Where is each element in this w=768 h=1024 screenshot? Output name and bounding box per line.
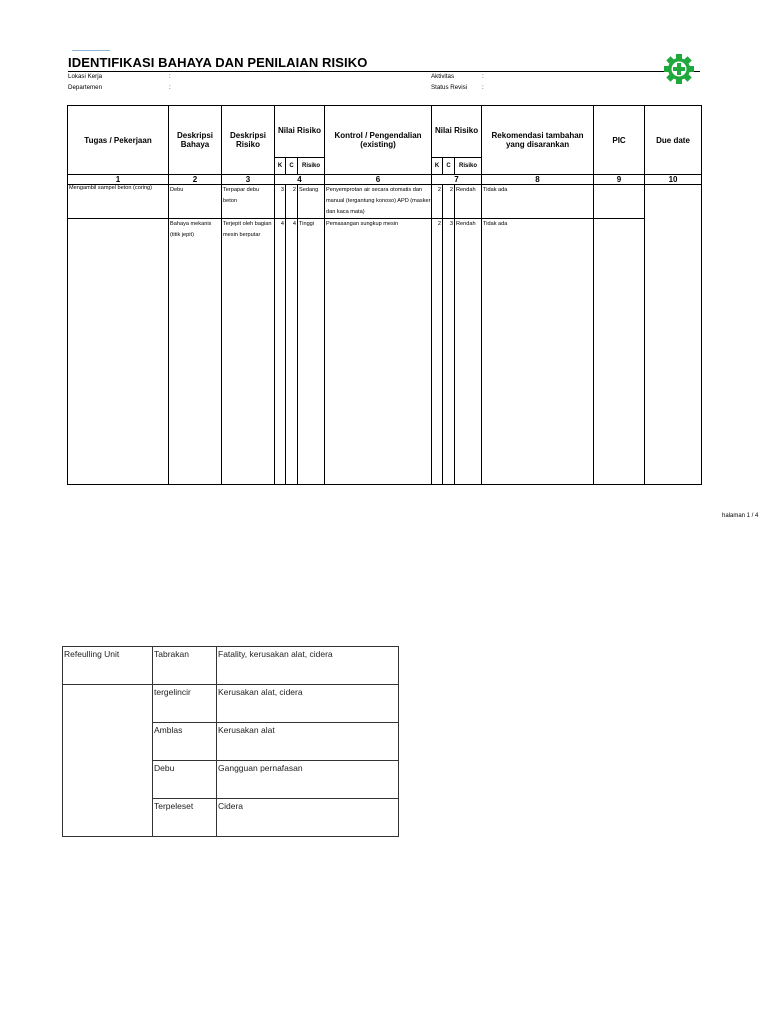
row2-tugas — [68, 219, 169, 485]
activity-cell: Refeulling Unit — [63, 647, 153, 685]
col-number-9: 9 — [594, 175, 645, 185]
refuelling-hazard-table — [62, 646, 399, 837]
row2-kontrol: Pemasangan sungkup mesin — [325, 219, 432, 485]
header-deskripsi-bahaya: Deskripsi Bahaya — [169, 106, 222, 175]
activity-cell-empty — [63, 685, 153, 837]
header-nilai-risiko-2: Nilai Risiko — [432, 106, 482, 158]
effect-cell: Kerusakan alat — [217, 723, 399, 761]
header-accent-line — [72, 50, 110, 51]
col-number-8: 8 — [482, 175, 594, 185]
row2-risiko-desc: Terjepit oleh bagian mesin berputar — [222, 219, 275, 485]
safety-cross-gear-icon — [660, 54, 698, 84]
header-pic: PIC — [594, 106, 645, 175]
status-revisi-colon: : — [482, 84, 484, 91]
header-kontrol: Kontrol / Pengendalian (existing) — [325, 106, 432, 175]
row2-pic — [594, 219, 645, 485]
document-title: IDENTIFIKASI BAHAYA DAN PENILAIAN RISIKO — [68, 55, 368, 70]
row1-kontrol: Penyemprotan air secara otomatis dan manual (tergantung konoso) APD (masker dan kaca mata) — [325, 185, 432, 219]
header-tugas: Tugas / Pekerjaan — [68, 106, 169, 175]
row1-c2: 2 — [443, 185, 455, 219]
status-revisi-label: Status Revisi — [431, 84, 468, 91]
row1-c1: 2 — [286, 185, 298, 219]
header-risiko-2: Risiko — [455, 158, 482, 175]
hazard-cell: Amblas — [153, 723, 217, 761]
effect-cell: Gangguan pernafasan — [217, 761, 399, 799]
row1-pic — [594, 185, 645, 219]
header-c-1: C — [286, 158, 298, 175]
hazard-cell: tergelincir — [153, 685, 217, 723]
risk-assessment-table — [67, 105, 702, 485]
row2-k1: 4 — [275, 219, 286, 485]
effect-cell: Cidera — [217, 799, 399, 837]
col-number-7: 7 — [432, 175, 482, 185]
hazard-cell: Terpeleset — [153, 799, 217, 837]
header-deskripsi-risiko: Deskripsi Risiko — [222, 106, 275, 175]
aktivitas-colon: : — [482, 73, 484, 80]
col-number-3: 3 — [222, 175, 275, 185]
effect-cell: Fatality, kerusakan alat, cidera — [217, 647, 399, 685]
aktivitas-label: Aktivitas — [431, 73, 455, 80]
row2-c2: 3 — [443, 219, 455, 485]
col-number-10: 10 — [645, 175, 702, 185]
col-number-1: 1 — [68, 175, 169, 185]
row1-k2: 2 — [432, 185, 443, 219]
header-risiko-1: Risiko — [298, 158, 325, 175]
header-c-2: C — [443, 158, 455, 175]
row2-bahaya: Bahaya mekanis (titik jepit) — [169, 219, 222, 485]
departemen-colon: : — [169, 84, 171, 91]
row1-tugas: Mengambil sampel beton (coring) — [68, 185, 169, 219]
row2-risk1: Tinggi — [298, 219, 325, 485]
lokasi-label: Lokasi Kerja — [68, 73, 103, 80]
header-nilai-risiko-1: Nilai Risiko — [275, 106, 325, 158]
row1-k1: 3 — [275, 185, 286, 219]
title-underline — [68, 71, 700, 72]
row2-k2: 2 — [432, 219, 443, 485]
col-number-2: 2 — [169, 175, 222, 185]
row1-risk1: Sedang — [298, 185, 325, 219]
departemen-label: Departemen — [68, 84, 103, 91]
col-number-4: 4 — [275, 175, 325, 185]
hazard-cell: Tabrakan — [153, 647, 217, 685]
row2-rekomendasi: Tidak ada — [482, 219, 594, 485]
col-number-6: 6 — [325, 175, 432, 185]
page-number: halaman 1 / 4 — [722, 513, 759, 519]
hazard-cell: Debu — [153, 761, 217, 799]
header-k-1: K — [275, 158, 286, 175]
row2-c1: 4 — [286, 219, 298, 485]
row1-bahaya: Debu — [169, 185, 222, 219]
row1-risk2: Rendah — [455, 185, 482, 219]
due-date-cell — [645, 185, 702, 485]
effect-cell: Kerusakan alat, cidera — [217, 685, 399, 723]
header-rekomendasi: Rekomendasi tambahan yang disarankan — [482, 106, 594, 175]
lokasi-colon: : — [169, 73, 171, 80]
header-k-2: K — [432, 158, 443, 175]
row1-rekomendasi: Tidak ada — [482, 185, 594, 219]
row2-risk2: Rendah — [455, 219, 482, 485]
row1-risiko-desc: Terpapar debu beton — [222, 185, 275, 219]
header-due-date: Due date — [645, 106, 702, 175]
